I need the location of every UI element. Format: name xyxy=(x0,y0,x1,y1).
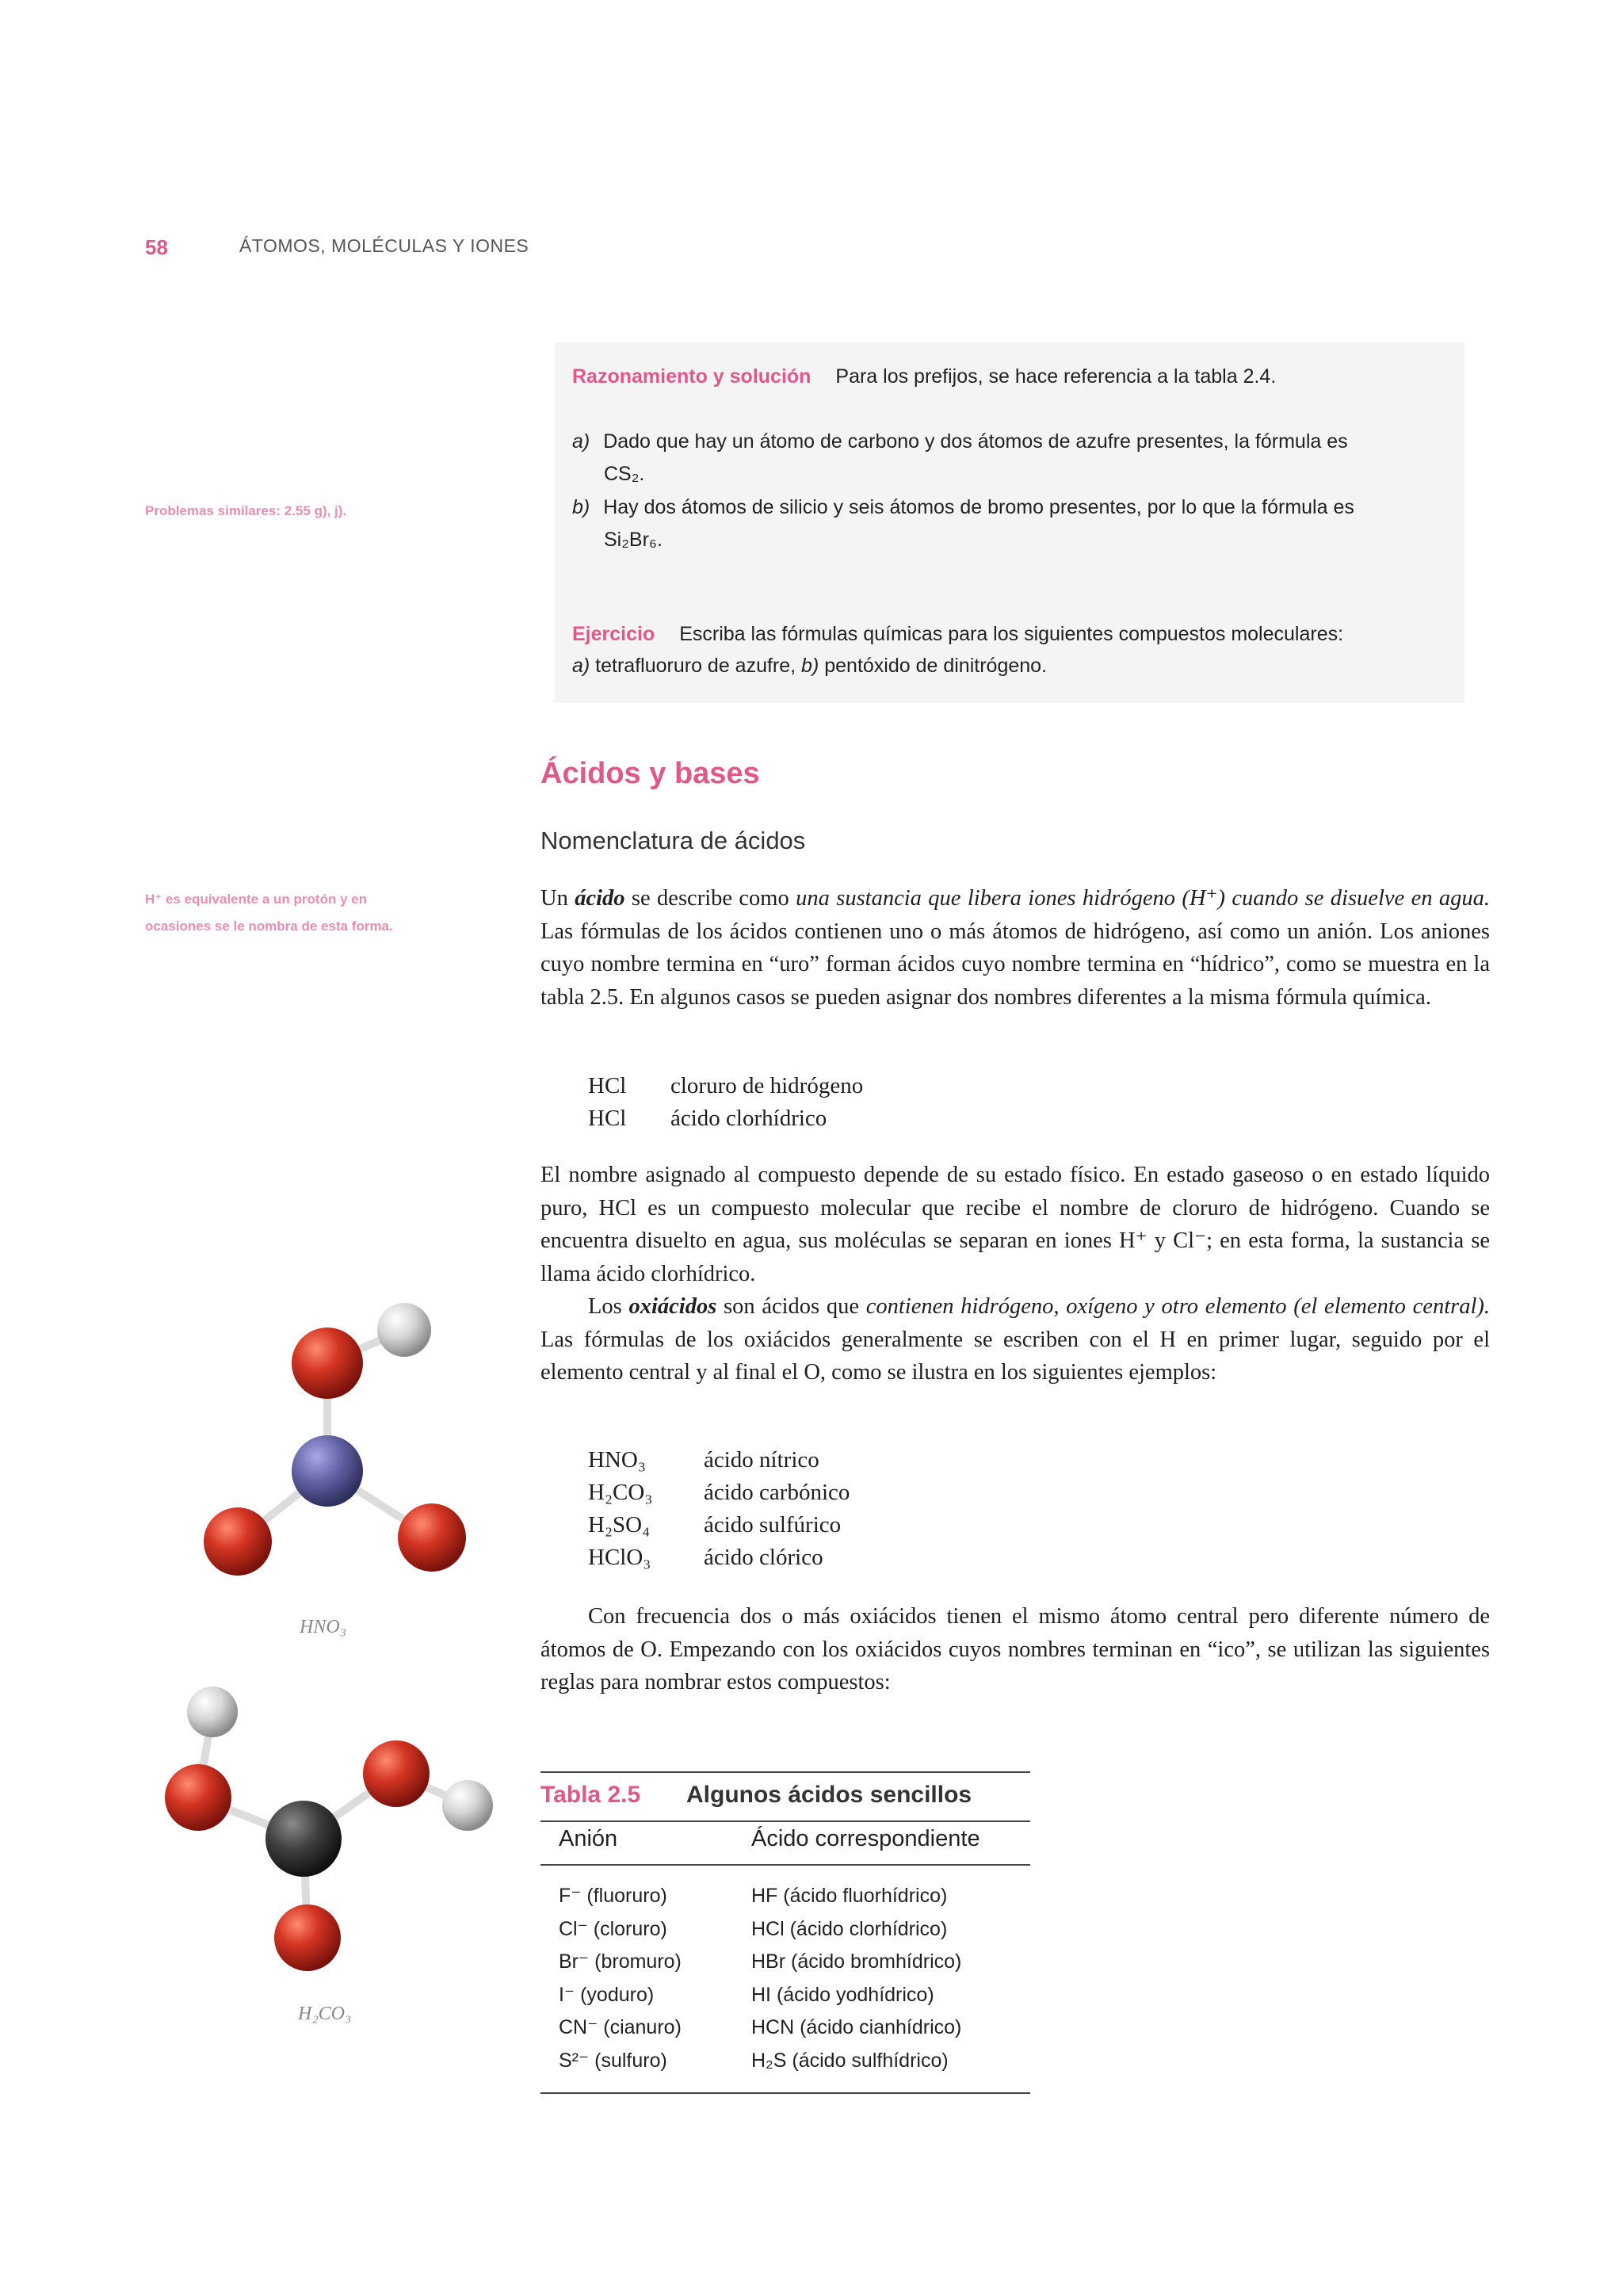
table-rule-top xyxy=(540,1771,1030,1773)
oxoacid-name: ácido clórico xyxy=(704,1545,823,1570)
reasoning-label: Razonamiento y solución xyxy=(572,365,812,388)
example-item-b xyxy=(572,491,1460,523)
page-number: 58 xyxy=(145,235,168,259)
paragraph-physical-state: El nombre asignado al compuesto depende de su estado físico. En estado gaseoso o en estado líquido puro, HCl es un compuesto molecular que recibe el nombre de cloruro de hidrógeno. Cuando se encuentra disuelto en agua, sus moléculas se separan en iones H⁺ y Cl⁻; en esta forma, la sustancia se llama ácido clorhídrico. xyxy=(540,1163,1490,1286)
table-cell-anion: I⁻ (yoduro) xyxy=(559,1983,655,2006)
table-row xyxy=(559,1946,1026,1979)
table-cell-acid: H₂S (ácido sulfhídrico) xyxy=(751,2049,949,2072)
reasoning-text: Para los prefijos, se hace referencia a la tabla 2.4. xyxy=(835,365,1277,388)
oxygen-atom xyxy=(274,1904,341,1971)
table-cell-acid: HBr (ácido bromhídrico) xyxy=(751,1950,962,1973)
oxygen-atom xyxy=(204,1507,272,1576)
oxoacid-definition: contienen hidrógeno, oxígeno y otro elemento (el elemento central). xyxy=(865,1294,1490,1319)
p3-text1: Los xyxy=(588,1294,629,1319)
item-b-marker: b) xyxy=(572,496,590,518)
oxygen-atom xyxy=(398,1503,466,1572)
term-oxoacids: oxiácidos xyxy=(628,1294,717,1319)
table-rule-bottom xyxy=(540,2092,1030,2094)
acid-definition: una sustancia que libera iones hidrógeno (H⁺) cuando se disuelve en agua. xyxy=(796,886,1490,911)
table-cell-acid: HF (ácido fluorhídrico) xyxy=(751,1885,948,1907)
oxoacid-list-item xyxy=(588,1509,850,1541)
table-rule-title xyxy=(540,1820,1030,1822)
table-cell-acid: HCl (ácido clorhídrico) xyxy=(751,1917,948,1940)
hcl-name: ácido clorhídrico xyxy=(670,1106,827,1131)
table-row xyxy=(559,1880,1026,1913)
margin-note-proton-line1: H⁺ es equivalente a un protón y en xyxy=(145,892,368,907)
p1-text2: se describe como xyxy=(624,886,796,911)
p3-text3: Las fórmulas de los oxiácidos generalmente se escriben con el H en primer lugar, seguido por el elemento central y al final el O, como se ilustra en los siguientes ejemplos: xyxy=(540,1327,1490,1385)
exercise-line1 xyxy=(572,618,1343,650)
exercise-marker-a: a) xyxy=(572,655,590,677)
item-a-formula: CS₂. xyxy=(604,463,645,485)
paragraph-naming-rules: Con frecuencia dos o más oxiácidos tienen el mismo átomo central pero diferente número de átomos de O. Empezando con los oxiácidos cuyos nombres terminan en “ico”, se utilizan las siguientes reglas para nombrar estos compuestos: xyxy=(540,1604,1490,1694)
p1-text1: Un xyxy=(540,886,575,911)
exercise-text-b: pentóxido de dinitrógeno. xyxy=(819,655,1048,677)
paragraph-acid-definition xyxy=(540,882,1490,1014)
exercise-text-a: tetrafluoruro de azufre, xyxy=(590,655,802,677)
hcl-name: cloruro de hidrógeno xyxy=(670,1073,864,1098)
hcl-list-item xyxy=(588,1070,863,1102)
oxygen-atom xyxy=(363,1740,430,1807)
hcl-list xyxy=(588,1070,863,1135)
subsection-title: Nomenclatura de ácidos xyxy=(540,827,806,854)
table-number: Tabla 2.5 xyxy=(540,1782,641,1808)
exercise-line2 xyxy=(572,650,1047,682)
table-cell-acid: HCN (ácido cianhídrico) xyxy=(751,2016,962,2038)
oxygen-atom xyxy=(292,1328,363,1399)
margin-note-similar-problems: Problemas similares: 2.55 g), j). xyxy=(145,503,347,518)
table-cell-anion: F⁻ (fluoruro) xyxy=(559,1885,667,1907)
oxygen-atom xyxy=(165,1764,231,1831)
oxoacid-name: ácido carbónico xyxy=(704,1480,850,1505)
exercise-label: Ejercicio xyxy=(572,623,655,645)
table-rule-header xyxy=(540,1864,1030,1866)
p1-text3: Las fórmulas de los ácidos contienen uno o más átomos de hidrógeno, así como un anión. Los aniones cuyo nombre termina en “uro” forman ácidos cuyo nombre termina en “hídrico”, como se muestra en la tabla 2.5. En algunos casos se pueden asignar dos nombres diferentes a la misma fórmula química. xyxy=(540,919,1490,1010)
oxoacid-list-item xyxy=(588,1541,850,1574)
running-head: ÁTOMOS, MOLÉCULAS Y IONES xyxy=(239,235,529,256)
item-b-text: Hay dos átomos de silicio y seis átomos de bromo presentes, por lo que la fórmula es xyxy=(603,496,1354,518)
table-row xyxy=(559,1979,1026,2012)
oxoacid-name: ácido sulfúrico xyxy=(704,1512,842,1538)
hno3-molecule-model xyxy=(182,1284,499,1617)
h2co3-molecule-model xyxy=(151,1680,515,1997)
item-a-marker: a) xyxy=(572,430,590,453)
table-cell-anion: Cl⁻ (cloruro) xyxy=(559,1917,667,1940)
term-acid: ácido xyxy=(575,886,625,911)
table-body xyxy=(559,1880,1026,2077)
table-cell-anion: CN⁻ (cianuro) xyxy=(559,2016,682,2038)
hydrogen-atom xyxy=(187,1687,238,1737)
oxoacid-list-item xyxy=(588,1444,850,1477)
margin-note-proton xyxy=(145,886,478,940)
table-header-acid: Ácido correspondiente xyxy=(751,1826,980,1851)
hydrogen-atom xyxy=(442,1780,493,1831)
oxoacid-formula: HNO₃ xyxy=(588,1447,646,1473)
h2co3-caption: H₂CO₃ xyxy=(298,2004,352,2024)
hno3-caption: HNO₃ xyxy=(300,1617,347,1637)
item-b-formula: Si₂Br₆. xyxy=(604,529,663,551)
exercise-marker-b: b) xyxy=(801,655,819,677)
table-cell-acid: HI (ácido yodhídrico) xyxy=(751,1983,934,2006)
example-item-a xyxy=(572,426,1460,457)
hcl-formula: HCl xyxy=(588,1073,627,1098)
p3-text2: son ácidos que xyxy=(716,1294,866,1319)
paragraph-oxoacids xyxy=(540,1290,1490,1389)
oxoacid-list-item xyxy=(588,1477,850,1509)
table-row xyxy=(559,1913,1026,1946)
hcl-formula: HCl xyxy=(588,1106,627,1131)
table-header-anion: Anión xyxy=(559,1826,618,1851)
section-title: Ácidos y bases xyxy=(540,757,760,790)
table-row xyxy=(559,2011,1026,2045)
item-a-text: Dado que hay un átomo de carbono y dos átomos de azufre presentes, la fórmula es xyxy=(603,430,1348,453)
nitrogen-atom xyxy=(292,1435,363,1507)
reasoning-line xyxy=(572,361,1276,392)
oxoacid-formula: H₂CO₃ xyxy=(588,1480,653,1505)
exercise-text: Escriba las fórmulas químicas para los siguientes compuestos moleculares: xyxy=(679,623,1344,645)
oxoacid-formula: H₂SO₄ xyxy=(588,1512,651,1538)
table-cell-anion: Br⁻ (bromuro) xyxy=(559,1950,682,1973)
hydrogen-atom xyxy=(377,1303,431,1357)
table-row xyxy=(559,2045,1026,2078)
oxoacid-formula: HClO₃ xyxy=(588,1545,651,1570)
hcl-list-item xyxy=(588,1102,863,1135)
table-cell-anion: S²⁻ (sulfuro) xyxy=(559,2049,667,2072)
oxoacid-list xyxy=(588,1444,850,1574)
oxoacid-name: ácido nítrico xyxy=(704,1447,819,1473)
carbon-atom xyxy=(265,1801,342,1877)
margin-note-proton-line2: ocasiones se le nombra de esta forma. xyxy=(145,919,393,934)
table-title: Algunos ácidos sencillos xyxy=(686,1782,972,1808)
